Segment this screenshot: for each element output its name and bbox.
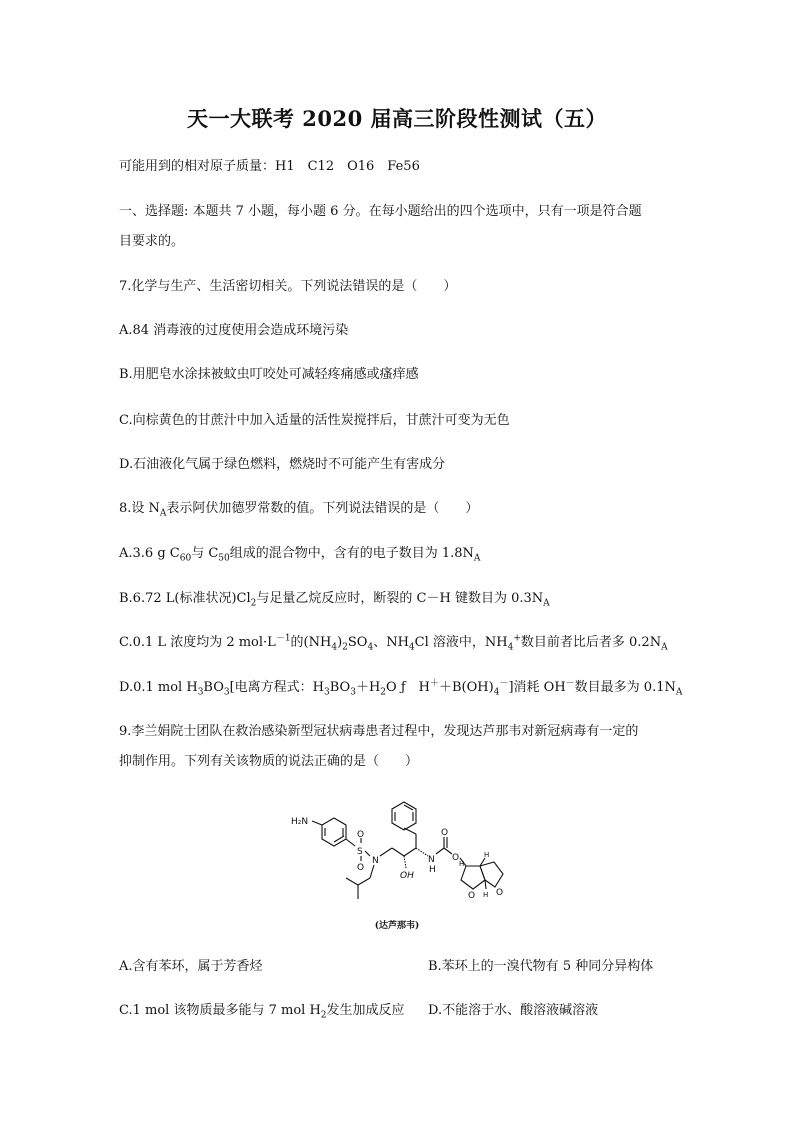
oxygen-label: O xyxy=(357,863,365,873)
oxygen-label: O xyxy=(441,828,449,838)
q7-option-b: B.用肥皂水涂抹被蚊虫叮咬处可减轻疼痛感或瘙痒感 xyxy=(119,367,419,382)
oxygen-label: O xyxy=(468,891,476,901)
q8-option-d: D.0.1 mol $H_3BO_3$[电离方程式：$H_3BO_3+H_2O$ ƒ $H^++B(OH)_4^-$]消耗 OH－数目最多为 $0.1N_A$ xyxy=(119,678,683,698)
q9-stem-line2: 抑制作用。下列有关该物质的说法正确的是（ ） xyxy=(119,754,419,769)
phenyl-ring xyxy=(392,802,416,830)
section-heading-line1: 一、选择题: 本题共 7 小题，每小题 6 分。在每小题给出的四个选项中，只有一项是符合题 xyxy=(119,204,642,219)
hydrogen-label: H xyxy=(459,860,465,868)
exam-title: 天一大联考 2020 届高三阶段性测试（五） xyxy=(186,106,608,131)
phenyl-double-bond xyxy=(404,805,413,810)
backbone-bond xyxy=(392,848,404,856)
q9-option-c: C.1 mol 该物质最多能与 7 mol $H_2$发生加成反应 xyxy=(119,1003,405,1021)
hydrogen-label: H xyxy=(484,851,490,859)
backbone-bond xyxy=(380,848,392,856)
figure-caption: (达芦那韦) xyxy=(374,921,420,931)
oxygen-label: O xyxy=(452,853,460,863)
s-n-bond xyxy=(365,851,370,856)
nh2-bond xyxy=(312,821,322,825)
thf-ring-2 xyxy=(480,862,503,887)
q9-stem-line1: 9.李兰娟院士团队在救治感染新型冠状病毒患者过程中，发现达芦那韦对新冠病毒有一定的 xyxy=(119,724,639,739)
ring-s-bond xyxy=(346,839,355,846)
oh-hash-bond xyxy=(404,856,406,868)
nitrogen-label: N xyxy=(372,856,379,866)
oxygen-label: O xyxy=(357,830,365,840)
q8-option-b: B.6.72 L(标准状况)$Cl_2$与足量乙烷反应时，断裂的 C－H 键数目为 $0.3N_A$ xyxy=(119,591,550,609)
hydrogen-label: H xyxy=(429,865,436,875)
isobutyl-bond xyxy=(370,865,374,878)
q9-option-a: A.含有苯环，属于芳香烃 xyxy=(119,959,263,974)
nh-hash-bond xyxy=(416,848,428,856)
section-heading-line2: 目要求的。 xyxy=(119,234,185,249)
q9-option-b: B.苯环上的一溴代物有 5 种同分异构体 xyxy=(428,959,654,974)
q7-stem: 7.化学与生产、生活密切相关。下列说法错误的是（ ） xyxy=(119,279,457,294)
isobutyl-bond xyxy=(358,878,370,885)
oxygen-label: O xyxy=(496,888,504,898)
q9-option-d: D.不能溶于水、酸溶液碱溶液 xyxy=(428,1003,599,1018)
bridge-h-bond xyxy=(485,880,486,889)
carbamate-bond xyxy=(436,848,444,854)
q8-option-a: A.3.6 g $C_{60}$与 $C_{50}$组成的混合物中，含有的电子数目为 $1.8N_A$ xyxy=(119,546,481,564)
oh-label: OH xyxy=(400,871,414,881)
nh2-label: H₂N xyxy=(291,817,309,827)
backbone-bond xyxy=(404,848,416,856)
q7-option-c: C.向棕黄色的甘蔗汁中加入适量的活性炭搅拌后，甘蔗汁可变为无色 xyxy=(119,413,510,428)
carbamate-bond xyxy=(444,848,452,854)
hydrogen-label: H xyxy=(483,891,489,899)
q7-option-d: D.石油液化气属于绿色燃料，燃烧时不可能产生有害成分 xyxy=(119,457,446,472)
q8-stem: 8.设 $N_A$表示阿伏加德罗常数的值。下列说法错误的是（ ） xyxy=(119,501,479,519)
q7-option-a: A.84 消毒液的过度使用会造成环境污染 xyxy=(119,323,349,338)
atomic-mass-note: 可能用到的相对原子质量：H1 C12 O16 Fe56 xyxy=(119,159,420,174)
q8-option-c: C.0.1 L 浓度均为 2 $mol\cdot L^{-1}$的$(NH_4)_2SO_4$、$NH_4Cl$ 溶液中，$NH_4^+$数目前者比后者多 $0.2N_A$ xyxy=(119,633,668,653)
nitrogen-label: N xyxy=(428,855,435,865)
sulfur-label: S xyxy=(357,847,363,857)
isobutyl-bond xyxy=(346,878,358,885)
